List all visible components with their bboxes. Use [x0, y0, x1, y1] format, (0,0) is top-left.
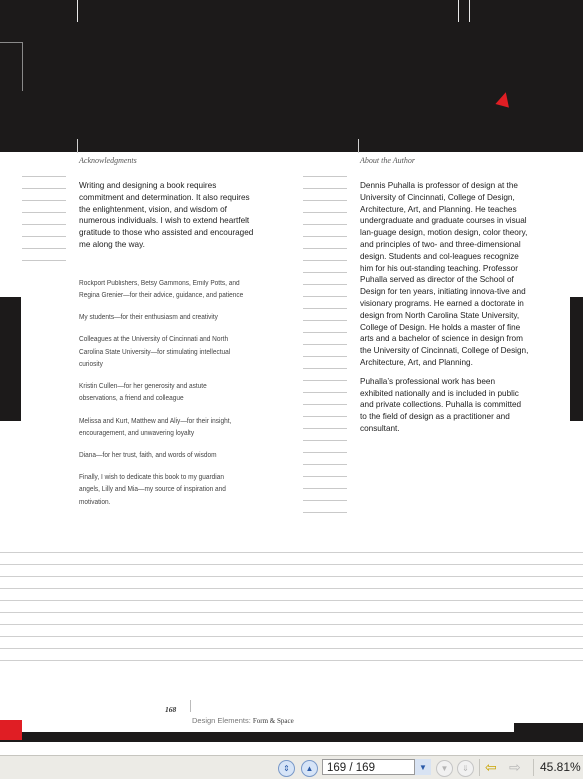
about-author-heading: About the Author	[360, 156, 415, 165]
left-edge-tab	[0, 297, 21, 421]
list-item: Finally, I wish to dedicate this book to my guardian angels, Lilly and Mia—my source of inspiration and motivation.	[79, 474, 226, 506]
crop-mark	[469, 0, 470, 22]
acknowledgments-list	[79, 278, 246, 519]
list-item: My students—for their enthusiasm and creativity	[79, 314, 218, 322]
book-subtitle: Form & Space	[252, 717, 294, 725]
back-arrow-icon[interactable]: ⇦	[485, 759, 497, 775]
zoom-level[interactable]: 45.81%	[540, 760, 581, 774]
red-corner-block	[0, 720, 22, 740]
footer-tick	[190, 700, 191, 712]
right-edge-tab	[570, 297, 583, 421]
list-item: Colleagues at the University of Cincinnati and North Carolina State University—for stimulating intellectual curiosity	[79, 336, 231, 369]
running-footer	[192, 716, 294, 725]
toolbar-separator	[479, 759, 480, 776]
crop-mark	[458, 0, 459, 22]
acknowledgments-intro-text: Writing and designing a book requires commitment and determination. It also requires the enlightenment, vision, and wisdom of numerous individuals. I wish to extend heartfelt gratitude to those who assisted and encouraged me along the way.	[79, 181, 254, 249]
column-tick	[77, 139, 78, 153]
acknowledgments-heading: Acknowledgments	[79, 156, 137, 165]
about-author-paragraph: Dennis Puhalla is professor of design at the University of Cincinnati, College of Design, Architecture, Art, and Planning. He teaches undergraduate and graduate courses in visual lan-guage design, motion design, color theory, and principles of two- and three-dimensional design. Students and col-leagues recognize him for his out-standing teaching. Professor Puhalla served as director of the School of Design for ten years, initiating innova-tive and visionary programs. He earned a doctorate in design from North Carolina State University, College of Design. He holds a master of fine arts and a bachelor of science in design from the University of Cincinnati, College of Design, Architecture, Art, and Planning.	[360, 181, 529, 367]
about-author-paragraph: Puhalla’s professional work has been exhibited nationally and is included in public and private collections. Puhalla is committed to the field of design as a practitioner and consultant.	[360, 376, 522, 433]
scroll-mode-icon[interactable]: ⇕	[278, 760, 295, 777]
book-title: Design Elements:	[192, 716, 251, 725]
list-item: Diana—for her trust, faith, and words of wisdom	[79, 451, 217, 459]
list-item: Kristin Cullen—for her generosity and astute observations, a friend and colleague	[79, 383, 207, 403]
crop-mark	[77, 0, 78, 22]
next-page-disabled-icon: ▼	[436, 760, 453, 777]
acknowledgments-intro	[79, 180, 259, 258]
previous-page-icon[interactable]: ▲	[301, 760, 318, 777]
page-indicator: 169 / 169	[327, 762, 375, 774]
toolbar-separator	[533, 759, 534, 776]
viewer-toolbar	[0, 755, 583, 779]
last-page-disabled-icon: ⇓	[457, 760, 474, 777]
corner-frame-decoration	[0, 42, 23, 91]
page-number: 168	[165, 705, 177, 714]
page-dropdown-icon[interactable]: ▼	[414, 759, 431, 775]
footer-black-bar	[0, 732, 583, 742]
forward-arrow-icon[interactable]: ⇨	[509, 759, 521, 775]
column-tick	[358, 139, 359, 153]
header-black-block	[0, 0, 583, 152]
about-author-body	[360, 180, 530, 442]
list-item: Melissa and Kurt, Matthew and Aliy—for their insight, encouragement, and unwavering loyalty	[79, 417, 232, 437]
list-item: Rockport Publishers, Betsy Gammons, Emily Potts, and Regina Grenier—for their advice, guidance, and patience	[79, 280, 244, 300]
